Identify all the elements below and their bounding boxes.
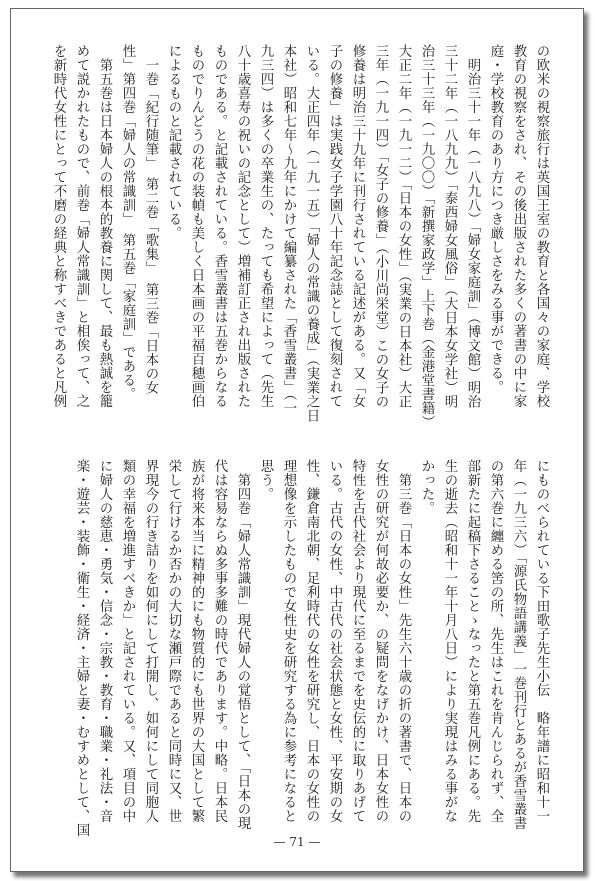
text-line: 生の逝去（昭和十一年十月八日）により実現はみる事がな bbox=[442, 459, 457, 823]
text-line: 三年（一九一四）「女子の修養」（小川尚栄堂）この女子の bbox=[373, 44, 388, 409]
text-line: いる。古代の女性、中古代の社会状態と女性、平安期の女 bbox=[327, 459, 342, 823]
text-line: によるものと記載されている。 bbox=[166, 44, 181, 240]
text-line: 理想像を示したもので女性史を研究する為に参考になると bbox=[281, 459, 296, 823]
text-line: ものでりんどうの花の装幀も美しく日本画の平福百穂画伯 bbox=[189, 44, 204, 408]
text-line: 八十歳喜寿の祝いの記念として）増補訂正され出版された bbox=[235, 44, 250, 408]
text-line: 性、鎌倉南北朝、足利時代の女性を研究し、日本の女性の bbox=[304, 459, 319, 823]
text-line: 女性の研究が何故必要か、の疑問をなげかけ、日本女性の bbox=[373, 459, 388, 823]
text-line: 一巻「紀行随筆」 第二巻「歌集」 第三巻「日本の女 bbox=[143, 44, 158, 395]
text-line: いる。大正四年（一九一五）「婦人の常識の養成」（実業之日 bbox=[304, 44, 319, 423]
page-number: — 71 — bbox=[273, 835, 321, 849]
upper-text-block bbox=[51, 44, 553, 429]
text-line: ものである。と記載されている。香雪叢書は五巻からなる bbox=[212, 44, 227, 408]
text-line: 代は容易ならぬ多事多難の時代であります。中略。日本民 bbox=[212, 459, 227, 823]
text-line: 族が将来本当に精神的にも物質的にも世界の大国として繁 bbox=[189, 459, 204, 823]
text-line: 特性を古代社会より現代に至るまでを史伝的に取りあげて bbox=[350, 459, 365, 823]
text-line: 第五巻は日本婦人の根本的教養に関して、最も熱誠を籠 bbox=[97, 44, 112, 408]
text-line: 類の幸福を増進すべきか」と記されている。又、項目の中 bbox=[120, 459, 135, 823]
text-line: 部新たに起稿下さることゝなったと第五巻凡例にある。先 bbox=[465, 459, 480, 823]
lower-text-block bbox=[51, 459, 553, 844]
text-line: 第三巻「日本の女性」先生六十歳の折の著書で、日本の bbox=[396, 459, 411, 823]
text-line: 思う。 bbox=[258, 459, 273, 501]
text-line: かった。 bbox=[419, 459, 434, 515]
text-line: 大正二年（一九一二）「日本の女性」（実業の日本社）大正 bbox=[396, 44, 411, 409]
text-line: の第六巻に纏める筈の所、先生はこれを肯んじられず、全 bbox=[488, 459, 503, 823]
text-line: 三十二年（一八九九）「泰西婦女風俗」（大日本女学社）明 bbox=[442, 44, 457, 409]
text-line: に婦人の慈恵・勇気・信念・宗教・教育・職業・礼法・音 bbox=[97, 459, 112, 823]
text-line: 年（一九三六）「源氏物語講義」一巻刊行とあるが香雪叢書 bbox=[511, 459, 526, 831]
text-line: 性」第四巻「婦人の常識訓」 第五巻「家庭訓」である。 bbox=[120, 44, 135, 402]
text-line: にものべられている下田歌子先生小伝 略年譜に昭和十一 bbox=[534, 459, 549, 823]
text-line: 子の修養」は実践女子学園八十年記念誌として復刻されて bbox=[327, 44, 342, 408]
text-line: 明治三十一年（一八九八）「婦女家庭訓」（博文館）明治 bbox=[465, 44, 480, 409]
text-line: 治三十三年（一九〇〇）「新撰家政学」上下巻（金港堂書籍） bbox=[419, 44, 434, 430]
text-line: を新時代女性にとって不磨の経典と称すべきであると凡例 bbox=[51, 44, 66, 408]
document-page bbox=[10, 8, 584, 872]
text-line: 界現今の行き詰りを如何にして打開し、如何にして同胞人 bbox=[143, 459, 158, 823]
text-line: 庭・学校教育のあり方につき厳しさをみる事ができる。 bbox=[488, 44, 503, 394]
text-line: 楽・遊芸・装飾・衛生・経済・主婦と妻・むすめとして、国 bbox=[74, 459, 89, 837]
text-line: 教育の視察をされ、その後出版された多くの著書の中に家 bbox=[511, 44, 526, 408]
text-line: めて説かれたもので、前巻「婦人常識訓」と相俟って、之 bbox=[74, 44, 89, 408]
text-line: の欧米の視察旅行は英国王室の教育と各国々の家庭、学校 bbox=[534, 44, 549, 408]
text-line: 本社）昭和七年～九年にかけて編纂された「香雪叢書」（一 bbox=[281, 44, 296, 416]
text-line: 第四巻「婦人常識訓」現代婦人の覚悟として、「日本の現 bbox=[235, 459, 250, 831]
text-line: 栄して行けるか否かの大切な瀬戸際であると同時に又、世 bbox=[166, 459, 181, 823]
text-line: 修養は明治三十九年に刊行されている記述がある。又「女 bbox=[350, 44, 365, 408]
text-line: 九三四）は多くの卒業生の、たっても希望によって（先生 bbox=[258, 44, 273, 408]
